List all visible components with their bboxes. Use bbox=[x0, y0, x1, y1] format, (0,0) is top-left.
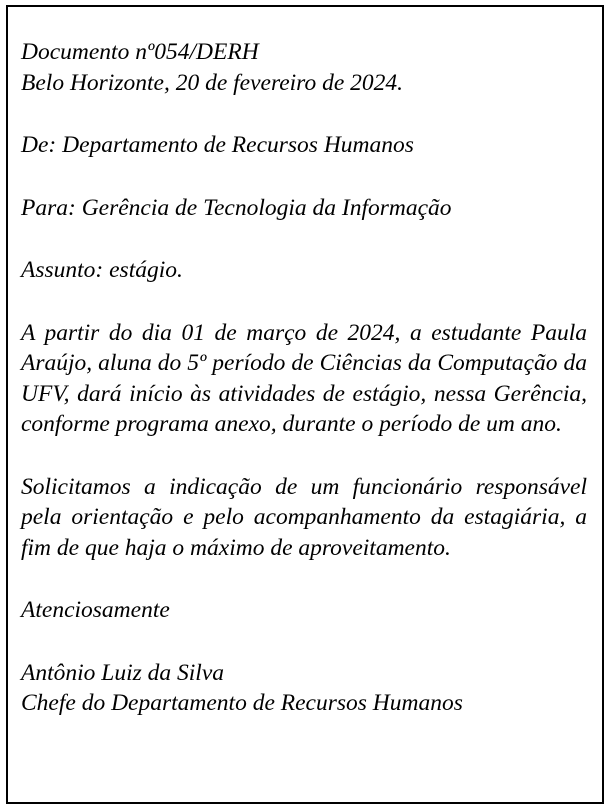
body-paragraph: A partir do dia 01 de março de 2024, a estudante Paula Araújo, aluna do 5º período de Ciências da Computação da UFV, dará início às atividades de estágio, nessa Gerência, conforme programa anexo, durante o período de um ano. bbox=[21, 319, 587, 437]
recipient-section bbox=[21, 193, 587, 224]
signer-name: Antônio Luiz da Silva bbox=[21, 659, 225, 686]
signer-title: Chefe do Departamento de Recursos Humanos bbox=[21, 690, 463, 716]
recipient-line: Para: Gerência de Tecnologia da Informação bbox=[21, 194, 452, 221]
document-number: Documento nº054/DERH bbox=[21, 39, 259, 65]
sender-line: De: Departamento de Recursos Humanos bbox=[21, 132, 414, 158]
closing-text: Atenciosamente bbox=[21, 597, 170, 623]
memo-document bbox=[21, 37, 587, 719]
signature-block bbox=[21, 658, 587, 719]
closing-section bbox=[21, 595, 587, 626]
subject-section bbox=[21, 255, 587, 286]
request-paragraph: Solicitamos a indicação de um funcionário responsável pela orientação e pelo acompanhamento da estagiária, a fim de que haja o máximo de aproveitamento. bbox=[21, 473, 587, 561]
document-header bbox=[21, 37, 587, 98]
subject-line: Assunto: estágio. bbox=[21, 257, 183, 283]
sender-section bbox=[21, 130, 587, 161]
place-date: Belo Horizonte, 20 de fevereiro de 2024. bbox=[21, 69, 404, 96]
